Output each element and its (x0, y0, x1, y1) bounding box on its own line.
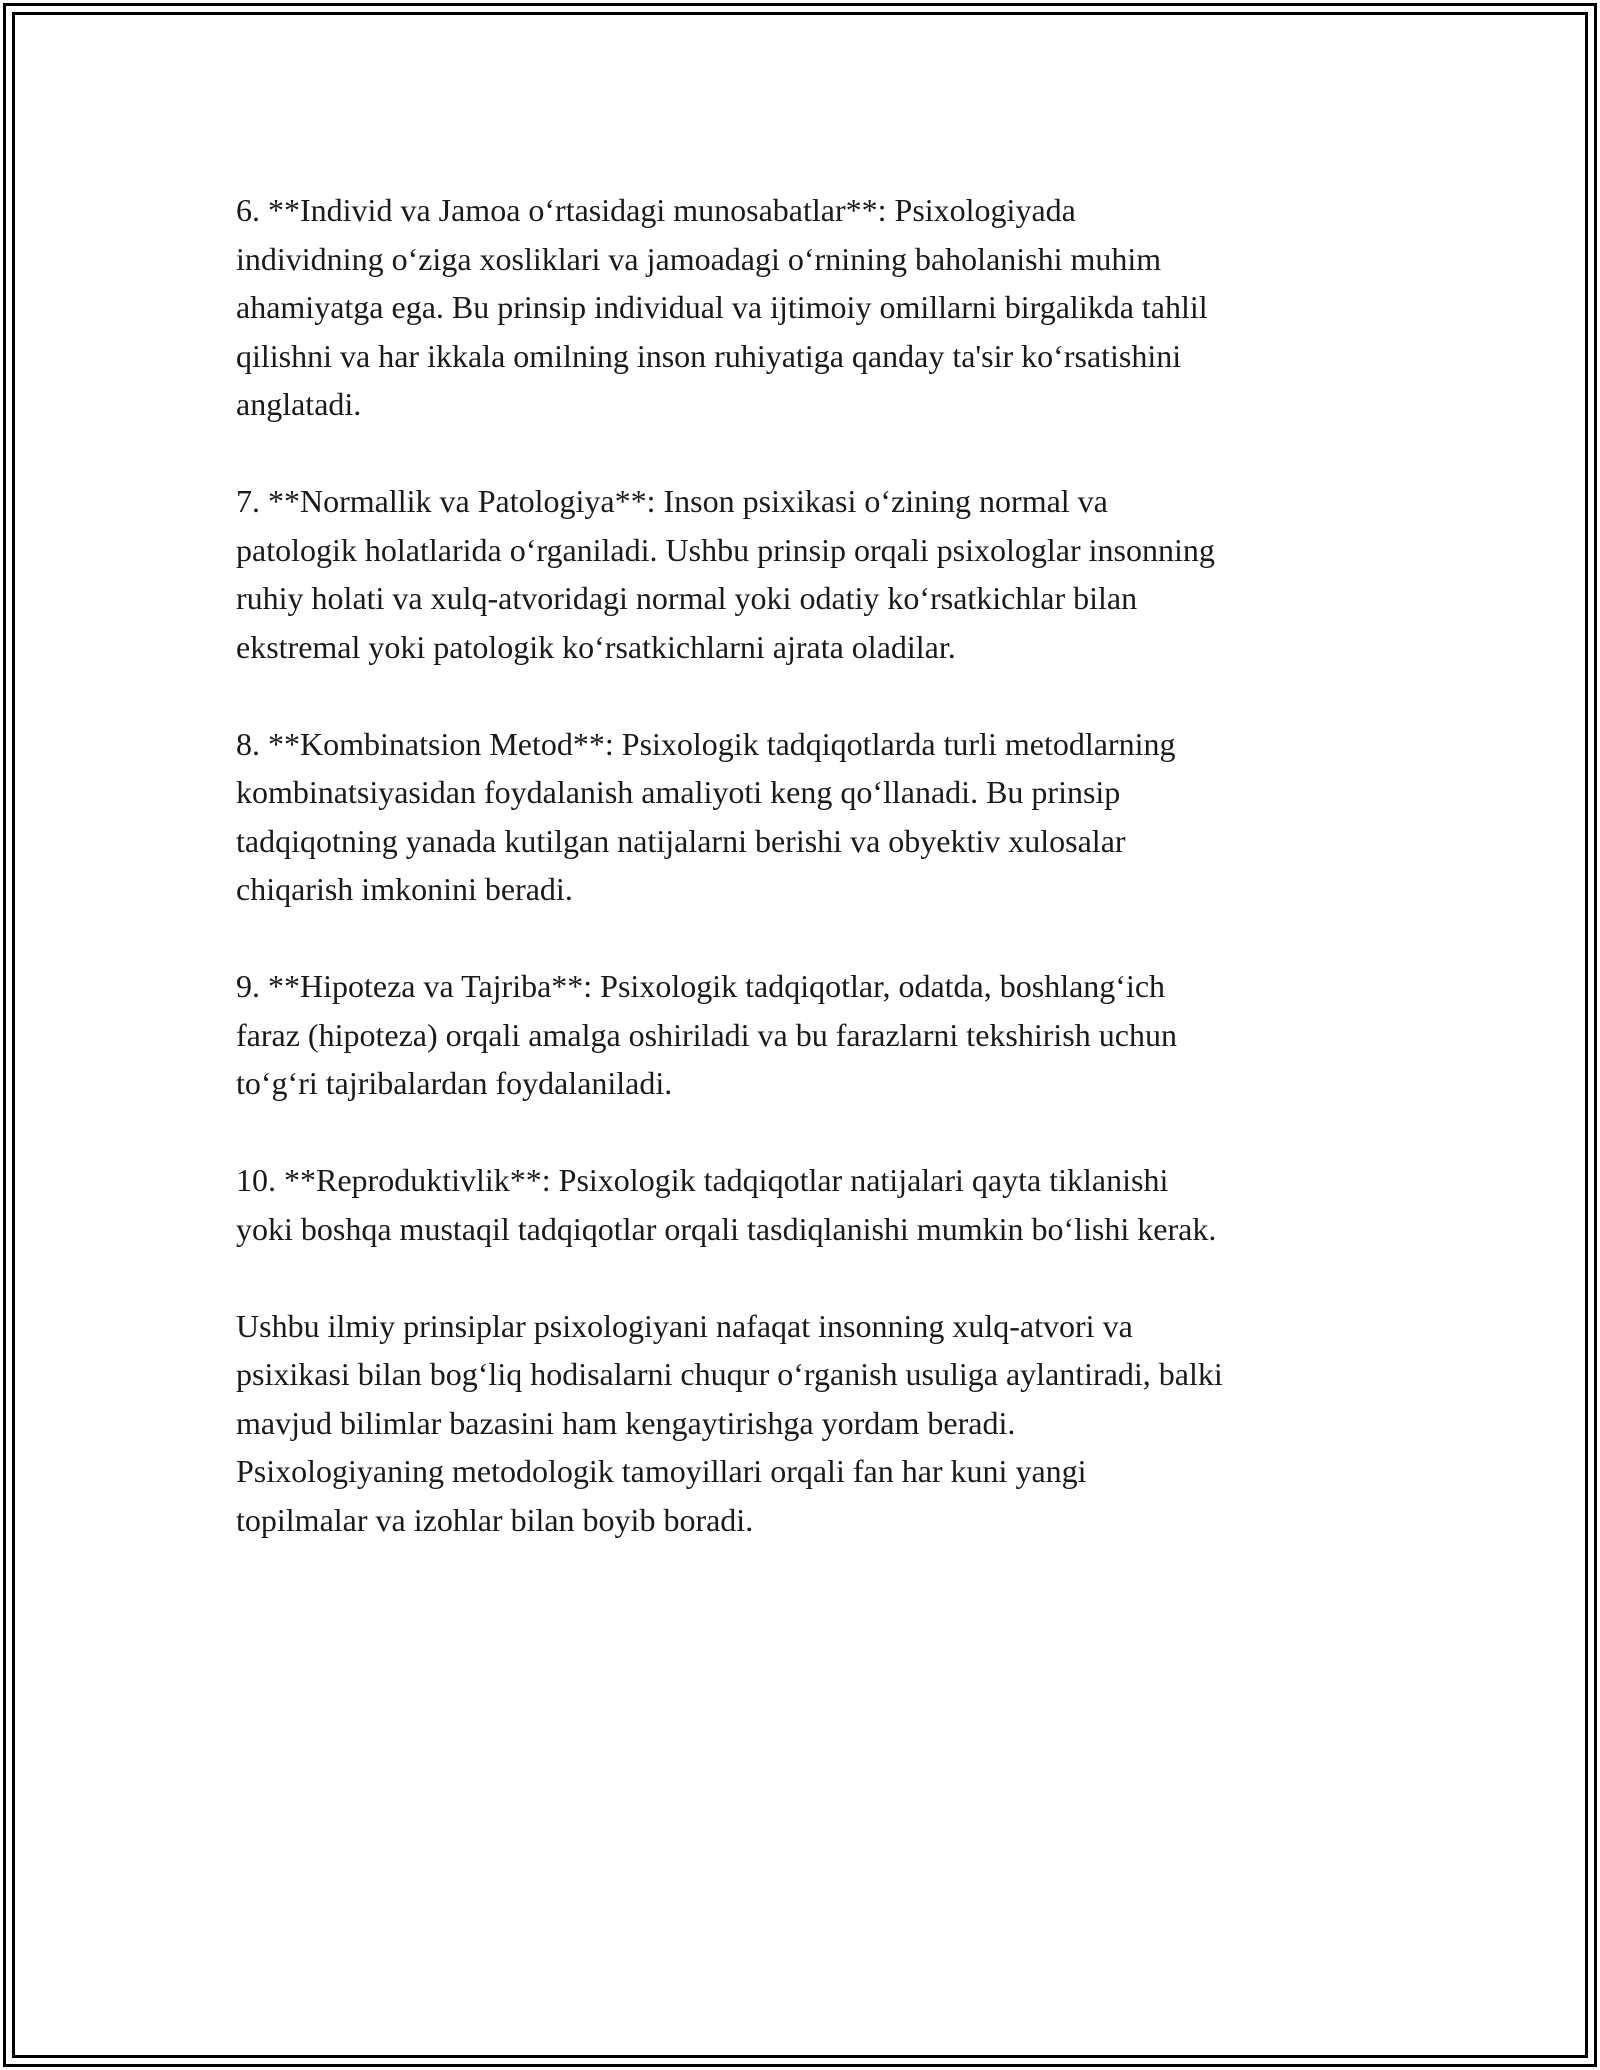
paragraph-principle-9: 9. **Hipoteza va Tajriba**: Psixologik tadqiqotlar, odatda, boshlang‘ich faraz (hipoteza) orqali amalga oshiriladi va bu farazlarni tekshirish uchun to‘g‘ri tajribalardan foydalaniladi. (236, 968, 1177, 1101)
paragraph-principle-10: 10. **Reproduktivlik**: Psixologik tadqiqotlar natijalari qayta tiklanishi yoki boshqa mustaqil tadqiqotlar orqali tasdiqlanishi mumkin bo‘lishi kerak. (236, 1162, 1217, 1247)
document-body (236, 186, 1386, 1593)
paragraph-conclusion: Ushbu ilmiy prinsiplar psixologiyani nafaqat insonning xulq-atvori va psixikasi bilan bog‘liq hodisalarni chuqur o‘rganish usuliga aylantiradi, balki mavjud bilimlar bazasini ham kengaytirishga yordam beradi. Psixologiyaning metodologik tamoyillari orqali fan har kuni yangi topilmalar va izohlar bilan boyib boradi. (236, 1307, 1223, 1538)
paragraph-principle-7: 7. **Normallik va Patologiya**: Inson psixikasi o‘zining normal va patologik holatlarida o‘rganiladi. Ushbu prinsip orqali psixologlar insonning ruhiy holati va xulq-atvoridagi normal yoki odatiy ko‘rsatkichlar bilan ekstremal yoki patologik ko‘rsatkichlarni ajrata oladilar. (236, 483, 1215, 665)
paragraph-principle-6: 6. **Individ va Jamoa o‘rtasidagi munosabatlar**: Psixologiyada individning o‘ziga xosliklari va jamoadagi o‘rnining baholanishi muhim ahamiyatga ega. Bu prinsip individual va ijtimoiy omillarni birgalikda tahlil qilishni va har ikkala omilning inson ruhiyatiga qanday ta'sir ko‘rsatishini anglatadi. (236, 192, 1208, 422)
paragraph-principle-8: 8. **Kombinatsion Metod**: Psixologik tadqiqotlarda turli metodlarning kombinatsiyasidan foydalanish amaliyoti keng qo‘llanadi. Bu prinsip tadqiqotning yanada kutilgan natijalarni berishi va obyektiv xulosalar chiqarish imkonini beradi. (236, 725, 1176, 907)
